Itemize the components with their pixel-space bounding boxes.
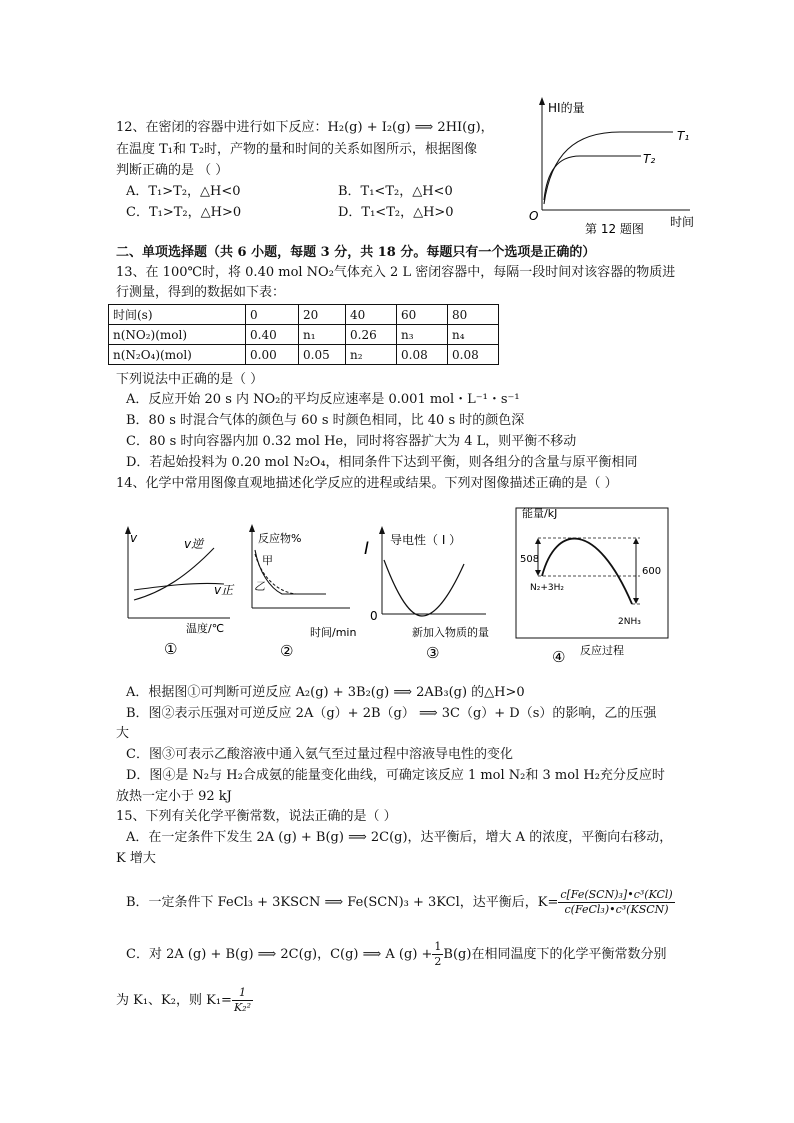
fig4-y-label: 能量/kJ [522, 507, 558, 520]
fig4-label: ④ [552, 648, 566, 666]
q14-option-c: C．图③可表示乙酸溶液中通入氨气至过量过程中溶液导电性的变化 [126, 747, 513, 762]
q15-option-a-line1: A．在一定条件下发生 2A (g) + B(g) ⟹ 2C(g)，达平衡后，增大 A 的浓度，平衡向右移动， [126, 830, 673, 845]
q12-figure [525, 92, 700, 240]
fraction-numerator: 1 [434, 940, 442, 953]
q13-option-a: A．反应开始 20 s 内 NO₂的平均反应速率是 0.001 mol・L⁻¹・s⁻¹ [126, 392, 520, 407]
q14-option-b-line2: 大 [116, 726, 130, 741]
q12-stem-line2: 在温度 T₁和 T₂时，产物的量和时间的关系如图所示，根据图像 [116, 142, 478, 157]
fraction-denominator: 2 [434, 955, 442, 968]
q14-option-d-line1: D．图④是 N₂与 H₂合成氨的能量变化曲线，可确定该反应 1 mol N₂和 3 mol H₂充分反应时 [126, 768, 665, 783]
q12-y-arrow [539, 97, 545, 105]
q13-stem-line2: 行测量，得到的数据如下表： [116, 285, 286, 300]
fig4-nh3: 2NH₃ [618, 617, 641, 627]
q12-option-d: D．T₁<T₂，△H>0 [338, 205, 454, 220]
fig2-y-label: 反应物% [258, 532, 302, 545]
table-cell: n₂ [346, 345, 397, 365]
table-cell: n₃ [397, 325, 448, 345]
fig1-label: ① [164, 640, 178, 658]
q13-prompt: 下列说法中正确的是（ ） [116, 372, 264, 387]
q12-caption: 第 12 题图 [585, 222, 644, 236]
table-cell: n₁ [299, 325, 346, 345]
table-row [109, 325, 499, 345]
q12-option-a: A．T₁>T₂，△H<0 [126, 184, 241, 199]
q15-option-b [126, 888, 675, 917]
table-cell: n(NO₂)(mol) [109, 325, 246, 345]
fig3-y-label: 导电性（ I ） [390, 533, 462, 547]
fig2-label: ② [280, 642, 294, 660]
fig3-label: ③ [426, 644, 440, 662]
fig3-curve [384, 560, 464, 616]
table-row [109, 345, 499, 365]
q13-option-d: D．若起始投料为 0.20 mol N₂O₄，相同条件下达到平衡，则各组分的含量与原平衡相同 [126, 455, 638, 470]
fig4-600: 600 [642, 566, 662, 577]
q12-origin: O [529, 209, 539, 223]
table-cell: 60 [397, 305, 448, 325]
q12-stem-line3: 判断正确的是 （ ） [116, 163, 229, 178]
q15-option-c-line2 [116, 986, 253, 1015]
fig1-vrev-label: v逆 [184, 537, 204, 551]
fig1-curve-vrev [134, 583, 224, 590]
fig1-x-label: 温度/℃ [186, 622, 225, 635]
q15-option-a-line2: K 增大 [116, 851, 156, 866]
table-cell: 0.08 [397, 345, 448, 365]
q12-option-b: B．T₁<T₂，△H<0 [338, 184, 453, 199]
q12-x-label: 时间 [670, 215, 695, 229]
table-cell: 40 [346, 305, 397, 325]
fig4-600-arrowhead-top [633, 538, 639, 544]
q15-stem: 15、下列有关化学平衡常数，说法正确的是（ ） [116, 809, 397, 824]
table-cell: 20 [299, 305, 346, 325]
fig4-508-arrowhead-bottom [535, 570, 541, 576]
q14-option-b-line1: B．图②表示压强对可逆反应 2A（g）+ 2B（g） ⟹ 3C（g）+ D（s）的影响，乙的压强 [126, 706, 657, 721]
fig4-508-arrowhead-top [535, 538, 541, 544]
q14-figure-3 [362, 520, 502, 662]
fig2-jia-label: 甲 [262, 554, 273, 567]
fraction-denominator: K₂² [233, 1001, 251, 1014]
q13-option-b: B．80 s 时混合气体的颜色与 60 s 时颜色相同，比 40 s 时的颜色深 [126, 413, 525, 428]
fig3-i-label: I [364, 539, 370, 559]
q14-figure-1 [118, 520, 243, 662]
q12-curve-t2 [544, 156, 641, 200]
q12-t2-label: T₂ [643, 152, 656, 166]
q15-option-b-fraction [558, 888, 674, 917]
fig2-yi-label: 乙 [254, 580, 265, 593]
q12-option-c: C．T₁>T₂，△H>0 [126, 205, 242, 220]
fig3-x-label: 新加入物质的量 [412, 626, 489, 639]
table-cell: 80 [448, 305, 499, 325]
fig3-y-arrow [379, 526, 385, 534]
fig4-508: 508 [520, 554, 540, 565]
table-cell: 0.26 [346, 325, 397, 345]
table-cell: 时间(s) [109, 305, 246, 325]
fig4-600-arrowhead-bottom [633, 598, 639, 604]
table-cell: 0.05 [299, 345, 346, 365]
fig4-x-label: 反应过程 [580, 644, 624, 657]
q14-figure-2 [246, 520, 366, 662]
fig1-vfwd-label: v正 [214, 583, 234, 597]
table-cell: 0.08 [448, 345, 499, 365]
fig1-y-label: v [130, 531, 138, 545]
fig4-energy-curve [542, 539, 632, 604]
q12-y-label: HI的量 [548, 101, 585, 115]
q14-figure-4 [508, 500, 678, 670]
fig1-curve-vfwd [134, 548, 214, 600]
fig2-x-label: 时间/min [310, 626, 357, 639]
q15-option-b-text: B．一定条件下 FeCl₃ + 3KSCN ⟹ Fe(SCN)₃ + 3KCl，达平衡后，K= [126, 895, 559, 910]
table-cell: 0.40 [246, 325, 299, 345]
table-cell: n(N₂O₄)(mol) [109, 345, 246, 365]
q15-option-c-line2-text: 为 K₁、K₂，则 K₁= [116, 993, 232, 1008]
q12-curve-t1 [544, 132, 673, 204]
table-cell: 0 [246, 305, 299, 325]
q15-option-c-k-fraction [232, 986, 253, 1015]
q13-option-c: C．80 s 时向容器内加 0.32 mol He，同时将容器扩大为 4 L，则平衡不移动 [126, 434, 577, 449]
fraction-numerator: 1 [232, 986, 253, 1001]
fraction-numerator: c[Fe(SCN)₃]•c³(KCl) [560, 888, 673, 901]
q14-stem: 14、化学中常用图像直观地描述化学反应的进程或结果。下列对图像描述正确的是（ ） [116, 476, 618, 491]
section-title: 二、单项选择题（共 6 小题，每题 3 分，共 18 分。每题只有一个选项是正确的） [116, 245, 596, 260]
fig3-zero: 0 [370, 609, 378, 623]
fraction-denominator: c(FeCl₃)•c³(KSCN) [564, 903, 669, 916]
table-row [109, 305, 499, 325]
q15-option-c-text-b: B(g)在相同温度下的化学平衡常数分别 [443, 947, 667, 962]
q15-option-c-line1 [126, 940, 666, 969]
q13-data-table [108, 304, 499, 365]
q15-option-c-text-a: C．对 2A (g) + B(g) ⟹ 2C(g)，C(g) ⟹ A (g) + [126, 947, 433, 962]
table-cell: n₄ [448, 325, 499, 345]
q12-t1-label: T₁ [677, 129, 690, 143]
fig2-y-arrow [249, 524, 255, 532]
q15-option-c-half [432, 940, 443, 969]
q14-option-a: A．根据图①可判断可逆反应 A₂(g) + 3B₂(g) ⟹ 2AB₃(g) 的△H>0 [126, 685, 525, 700]
q12-stem-line1: 12、在密闭的容器中进行如下反应：H₂(g) + I₂(g) ⟹ 2HI(g)， [116, 120, 494, 135]
q13-stem-line1: 13、在 100℃时，将 0.40 mol NO₂气体充入 2 L 密闭容器中，每隔一段时间对该容器的物质进 [116, 265, 676, 280]
q14-option-d-line2: 放热一定小于 92 kJ [116, 789, 232, 804]
fig4-n2h2: N₂+3H₂ [530, 583, 564, 593]
table-cell: 0.00 [246, 345, 299, 365]
